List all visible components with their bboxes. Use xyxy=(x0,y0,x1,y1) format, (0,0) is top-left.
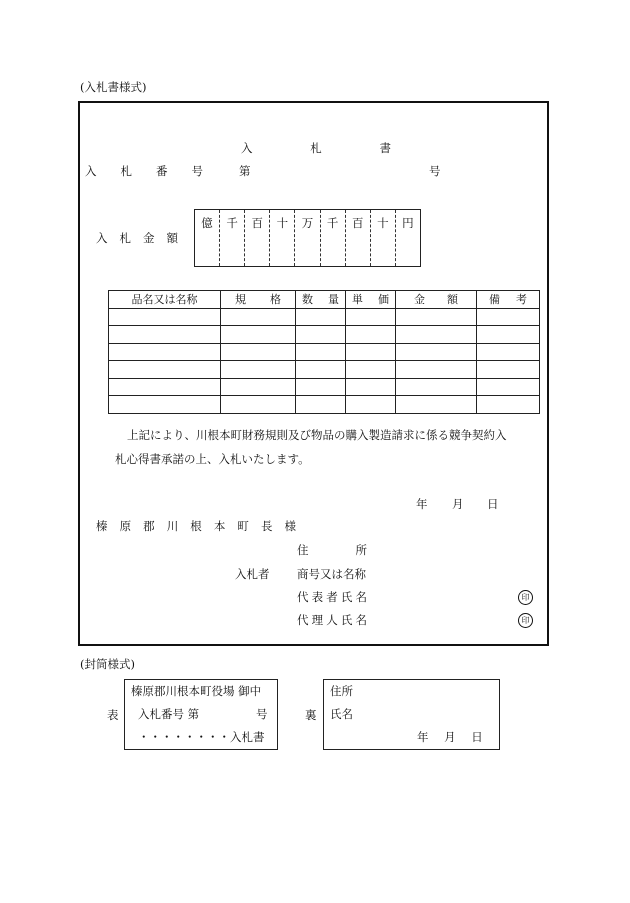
envelope-front-line-2-suffix: 号 xyxy=(256,707,268,721)
envelope-back-line-2: 氏名 xyxy=(330,707,353,721)
table-cell[interactable] xyxy=(109,343,221,361)
table-cell[interactable] xyxy=(296,361,346,379)
table-cell[interactable] xyxy=(346,396,396,414)
table-cell[interactable] xyxy=(396,308,477,326)
amount-boxes[interactable] xyxy=(194,209,421,267)
table-cell[interactable] xyxy=(296,308,346,326)
table-cell[interactable] xyxy=(346,361,396,379)
items-table xyxy=(108,290,540,414)
table-cell[interactable] xyxy=(477,326,540,344)
column-header: 規 格 xyxy=(221,291,296,309)
envelope-front-line-3: ・・・・・・・・入札書 xyxy=(138,730,265,744)
table-row xyxy=(109,343,540,361)
table-cell[interactable] xyxy=(109,361,221,379)
table-cell[interactable] xyxy=(346,308,396,326)
envelope-back-line-1: 住所 xyxy=(330,684,353,698)
agent-seal-icon: 印 xyxy=(518,613,533,628)
table-row xyxy=(109,326,540,344)
bidder-company-label: 商号又は名称 xyxy=(297,567,366,581)
table-cell[interactable] xyxy=(477,378,540,396)
table-cell[interactable] xyxy=(109,396,221,414)
title-char-1: 入 xyxy=(241,141,253,155)
amount-unit-man: 万 xyxy=(294,210,319,266)
table-cell[interactable] xyxy=(346,343,396,361)
statement-line-2: 札心得書承諾の上、入札いたします。 xyxy=(115,452,310,466)
table-cell[interactable] xyxy=(477,396,540,414)
addressee: 榛 原 郡 川 根 本 町 長 様 xyxy=(96,519,296,533)
table-cell[interactable] xyxy=(109,326,221,344)
table-cell[interactable] xyxy=(396,343,477,361)
amount-unit-oku: 億 xyxy=(201,216,213,230)
table-cell[interactable] xyxy=(346,326,396,344)
bidder-representative-label: 代 表 者 氏 名 xyxy=(297,590,367,604)
table-row xyxy=(109,396,540,414)
table-cell[interactable] xyxy=(396,326,477,344)
table-cell[interactable] xyxy=(296,326,346,344)
table-row xyxy=(109,378,540,396)
amount-unit-sen-2: 千 xyxy=(320,210,345,266)
amount-unit-hyaku-2: 百 xyxy=(345,210,370,266)
amount-unit-juu-2: 十 xyxy=(370,210,395,266)
table-cell[interactable] xyxy=(221,378,296,396)
table-cell[interactable] xyxy=(477,343,540,361)
amount-unit-juu: 十 xyxy=(269,210,294,266)
amount-unit-sen: 千 xyxy=(219,210,244,266)
date-month: 月 xyxy=(452,497,464,511)
table-cell[interactable] xyxy=(296,343,346,361)
date-day: 日 xyxy=(487,497,499,511)
bidder-label: 入札者 xyxy=(235,567,270,581)
table-cell[interactable] xyxy=(396,396,477,414)
bid-number-label: 入 札 番 号 xyxy=(85,164,203,178)
table-cell[interactable] xyxy=(221,308,296,326)
bid-number-suffix: 号 xyxy=(429,164,441,178)
amount-unit-hyaku: 百 xyxy=(244,210,269,266)
table-row xyxy=(109,361,540,379)
title-char-2: 札 xyxy=(310,141,322,155)
bidder-address-label: 住 所 xyxy=(297,543,367,557)
table-cell[interactable] xyxy=(221,326,296,344)
form-heading: (入札書様式) xyxy=(80,80,147,94)
table-cell[interactable] xyxy=(221,343,296,361)
bidder-agent-label: 代 理 人 氏 名 xyxy=(297,613,367,627)
table-cell[interactable] xyxy=(396,378,477,396)
table-cell[interactable] xyxy=(477,308,540,326)
table-cell[interactable] xyxy=(221,361,296,379)
representative-seal-icon: 印 xyxy=(518,590,533,605)
date-year: 年 xyxy=(416,497,428,511)
amount-unit-en: 円 xyxy=(395,210,420,266)
amount-label: 入 札 金 額 xyxy=(96,231,178,245)
table-cell[interactable] xyxy=(221,396,296,414)
envelope-front-line-2: 入札番号 第 xyxy=(138,707,200,721)
table-cell[interactable] xyxy=(477,361,540,379)
statement-line-1: 上記により、川根本町財務規則及び物品の購入製造請求に係る競争契約入 xyxy=(127,428,507,442)
bid-number-field[interactable] xyxy=(255,162,425,180)
table-row xyxy=(109,308,540,326)
envelope-front-label: 表 xyxy=(107,708,119,722)
column-header: 単 価 xyxy=(346,291,396,309)
envelope-back-label: 裏 xyxy=(305,708,317,722)
envelope-heading: (封筒様式) xyxy=(80,657,135,671)
table-cell[interactable] xyxy=(396,361,477,379)
table-cell[interactable] xyxy=(109,308,221,326)
page-title xyxy=(241,143,391,155)
column-header: 金 額 xyxy=(396,291,477,309)
table-cell[interactable] xyxy=(346,378,396,396)
envelope-front-line-1: 榛原郡川根本町役場 御中 xyxy=(131,684,262,698)
envelope-back-date: 年 月 日 xyxy=(417,730,483,744)
column-header: 品名又は名称 xyxy=(109,291,221,309)
bid-number-prefix: 第 xyxy=(239,164,251,178)
column-header: 備 考 xyxy=(477,291,540,309)
table-cell[interactable] xyxy=(296,396,346,414)
title-char-3: 書 xyxy=(379,141,391,155)
column-header: 数 量 xyxy=(296,291,346,309)
table-cell[interactable] xyxy=(109,378,221,396)
table-cell[interactable] xyxy=(296,378,346,396)
table-header-row xyxy=(109,291,540,309)
